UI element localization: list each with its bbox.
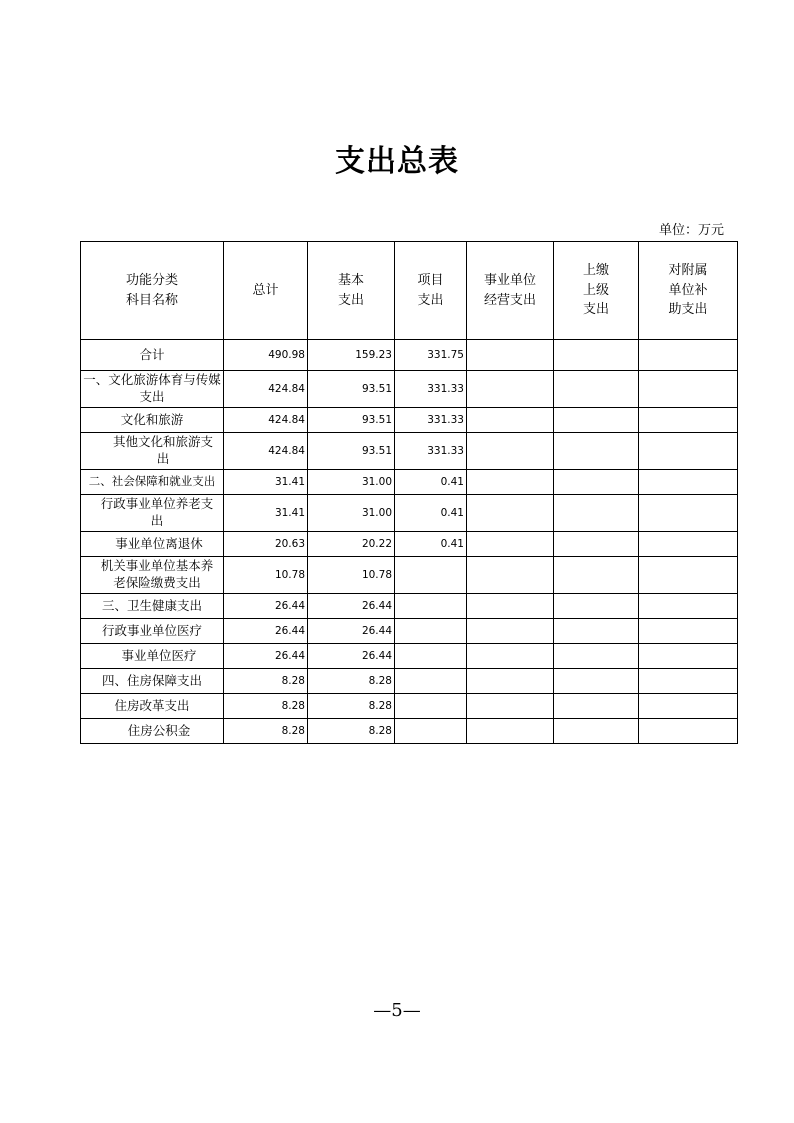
row-name: 机关事业单位基本养老保险缴费支出 xyxy=(81,557,224,594)
table-row xyxy=(81,495,738,532)
row-basic: 93.51 xyxy=(308,408,395,433)
row-subsidy xyxy=(639,433,738,470)
row-project xyxy=(395,719,467,744)
row-name: 合计 xyxy=(81,340,224,371)
row-total: 424.84 xyxy=(224,433,308,470)
row-remit xyxy=(554,532,639,557)
row-basic: 31.00 xyxy=(308,470,395,495)
row-project: 331.75 xyxy=(395,340,467,371)
row-project: 0.41 xyxy=(395,532,467,557)
header-subsidy: 对附属 单位补 助支出 xyxy=(639,242,738,340)
row-remit xyxy=(554,557,639,594)
row-subsidy xyxy=(639,644,738,669)
row-name: 文化和旅游 xyxy=(81,408,224,433)
row-project: 0.41 xyxy=(395,495,467,532)
row-business xyxy=(467,644,554,669)
row-business xyxy=(467,532,554,557)
row-subsidy xyxy=(639,594,738,619)
table-header-row xyxy=(81,242,738,340)
row-subsidy xyxy=(639,619,738,644)
row-business xyxy=(467,470,554,495)
header-category: 功能分类 科目名称 xyxy=(81,242,224,340)
row-basic: 8.28 xyxy=(308,694,395,719)
row-remit xyxy=(554,644,639,669)
row-business xyxy=(467,433,554,470)
row-total: 26.44 xyxy=(224,594,308,619)
row-total: 8.28 xyxy=(224,719,308,744)
row-project xyxy=(395,619,467,644)
row-remit xyxy=(554,470,639,495)
row-business xyxy=(467,594,554,619)
table-row xyxy=(81,669,738,694)
row-subsidy xyxy=(639,669,738,694)
row-business xyxy=(467,694,554,719)
row-business xyxy=(467,557,554,594)
table-row xyxy=(81,719,738,744)
row-subsidy xyxy=(639,371,738,408)
table-row xyxy=(81,371,738,408)
header-remit: 上缴 上级 支出 xyxy=(554,242,639,340)
row-business xyxy=(467,619,554,644)
header-project: 项目 支出 xyxy=(395,242,467,340)
row-total: 26.44 xyxy=(224,619,308,644)
row-remit xyxy=(554,669,639,694)
row-business xyxy=(467,719,554,744)
table-row xyxy=(81,340,738,371)
row-total: 10.78 xyxy=(224,557,308,594)
row-name: 一、文化旅游体育与传媒支出 xyxy=(81,371,224,408)
row-name: 事业单位离退休 xyxy=(81,532,224,557)
table-row xyxy=(81,644,738,669)
row-total: 31.41 xyxy=(224,495,308,532)
row-name: 行政事业单位医疗 xyxy=(81,619,224,644)
row-project xyxy=(395,694,467,719)
row-total: 424.84 xyxy=(224,408,308,433)
unit-label: 单位：万元 xyxy=(658,223,724,238)
row-name: 事业单位医疗 xyxy=(81,644,224,669)
table-row xyxy=(81,433,738,470)
row-subsidy xyxy=(639,470,738,495)
row-remit xyxy=(554,619,639,644)
row-subsidy xyxy=(639,340,738,371)
row-business xyxy=(467,495,554,532)
row-name: 二、社会保障和就业支出 xyxy=(81,470,224,495)
row-remit xyxy=(554,719,639,744)
row-remit xyxy=(554,371,639,408)
row-total: 8.28 xyxy=(224,694,308,719)
row-project: 331.33 xyxy=(395,433,467,470)
table-row xyxy=(81,594,738,619)
row-project: 331.33 xyxy=(395,371,467,408)
row-name: 四、住房保障支出 xyxy=(81,669,224,694)
table-row xyxy=(81,408,738,433)
row-basic: 20.22 xyxy=(308,532,395,557)
row-subsidy xyxy=(639,532,738,557)
row-name: 行政事业单位养老支出 xyxy=(81,495,224,532)
row-basic: 8.28 xyxy=(308,719,395,744)
row-remit xyxy=(554,433,639,470)
row-basic: 93.51 xyxy=(308,371,395,408)
row-project xyxy=(395,669,467,694)
page-title: 支出总表 xyxy=(335,144,459,179)
expenditure-table xyxy=(80,241,738,744)
row-total: 20.63 xyxy=(224,532,308,557)
row-subsidy xyxy=(639,495,738,532)
row-name: 住房公积金 xyxy=(81,719,224,744)
row-name: 三、卫生健康支出 xyxy=(81,594,224,619)
row-basic: 26.44 xyxy=(308,644,395,669)
header-total: 总计 xyxy=(224,242,308,340)
row-project: 331.33 xyxy=(395,408,467,433)
row-basic: 8.28 xyxy=(308,669,395,694)
row-project xyxy=(395,644,467,669)
row-project xyxy=(395,594,467,619)
row-subsidy xyxy=(639,408,738,433)
row-remit xyxy=(554,694,639,719)
row-total: 490.98 xyxy=(224,340,308,371)
row-subsidy xyxy=(639,694,738,719)
row-remit xyxy=(554,408,639,433)
row-total: 424.84 xyxy=(224,371,308,408)
table-row xyxy=(81,470,738,495)
row-business xyxy=(467,408,554,433)
row-name: 其他文化和旅游支出 xyxy=(81,433,224,470)
row-total: 8.28 xyxy=(224,669,308,694)
row-project: 0.41 xyxy=(395,470,467,495)
row-basic: 26.44 xyxy=(308,619,395,644)
row-basic: 31.00 xyxy=(308,495,395,532)
row-remit xyxy=(554,594,639,619)
table-row xyxy=(81,532,738,557)
row-project xyxy=(395,557,467,594)
row-subsidy xyxy=(639,719,738,744)
row-basic: 26.44 xyxy=(308,594,395,619)
row-basic: 159.23 xyxy=(308,340,395,371)
row-business xyxy=(467,371,554,408)
row-total: 31.41 xyxy=(224,470,308,495)
row-basic: 10.78 xyxy=(308,557,395,594)
header-business: 事业单位 经营支出 xyxy=(467,242,554,340)
table-row xyxy=(81,619,738,644)
row-remit xyxy=(554,340,639,371)
table-row xyxy=(81,557,738,594)
row-business xyxy=(467,669,554,694)
header-basic: 基本 支出 xyxy=(308,242,395,340)
row-business xyxy=(467,340,554,371)
row-name: 住房改革支出 xyxy=(81,694,224,719)
row-total: 26.44 xyxy=(224,644,308,669)
row-basic: 93.51 xyxy=(308,433,395,470)
table-row xyxy=(81,694,738,719)
row-remit xyxy=(554,495,639,532)
row-subsidy xyxy=(639,557,738,594)
page-number: —5— xyxy=(373,1000,421,1021)
